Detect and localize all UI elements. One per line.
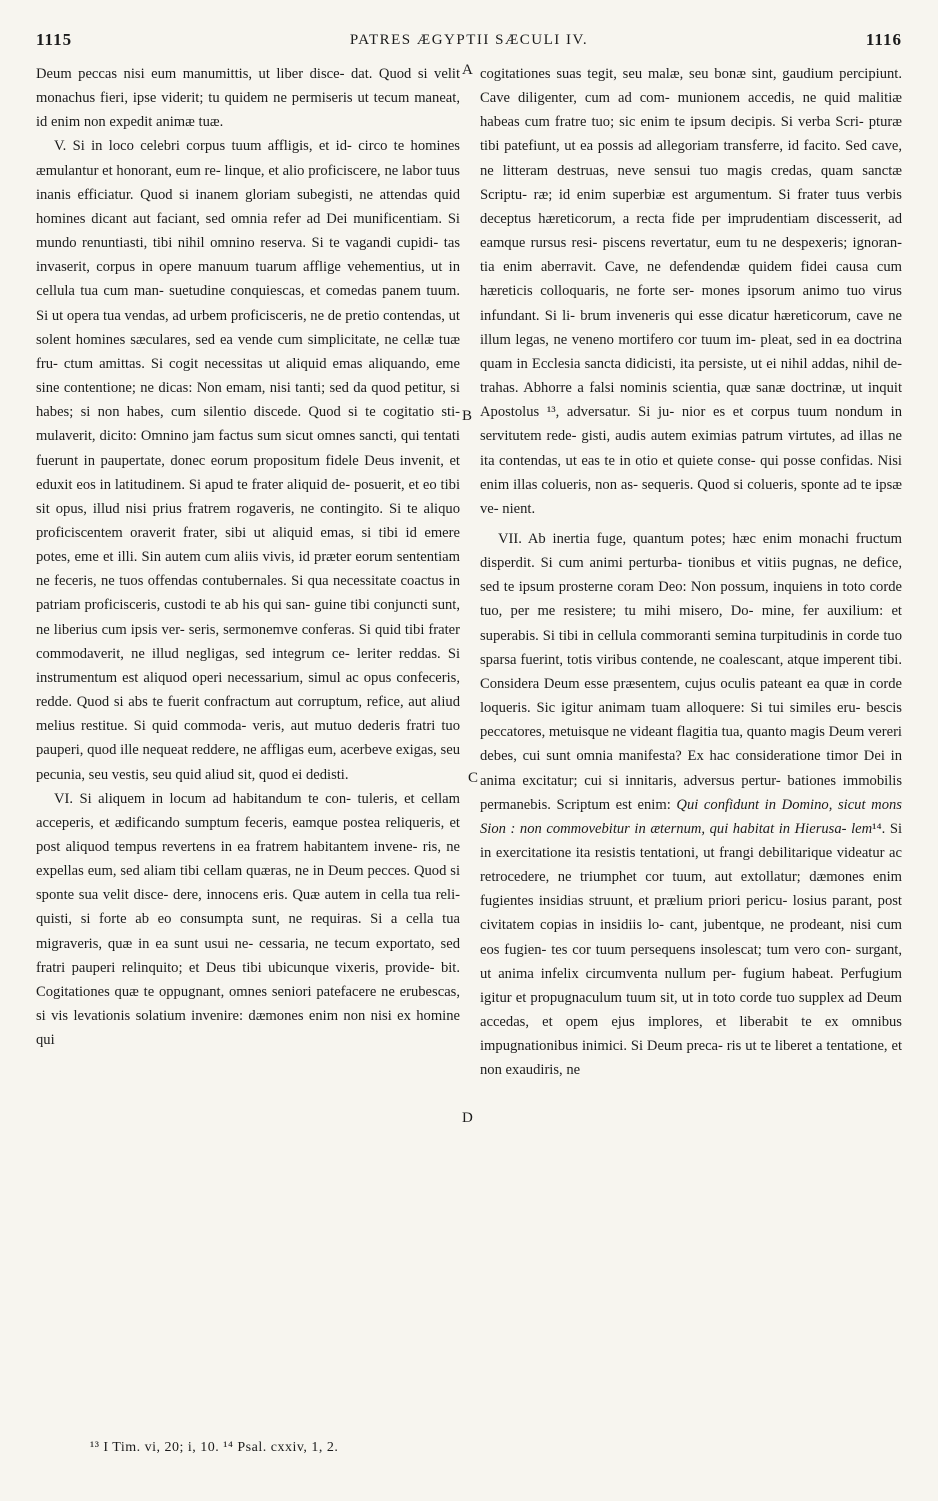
page-number-left: 1115 <box>36 30 73 49</box>
page-number-right: 1116 <box>865 30 902 49</box>
paragraph-section-vii <box>480 527 902 1083</box>
paragraph-section-v: V. Si in loco celebri corpus tuum affligis, et id- circo te homines æmulantur et honorant, eum re- linque, et alio proficiscere, ne labor tuus inanis efficiatur. Quod si inanem gloriam subegisti, ne attendas quid homines dicant aut faciant, sed omnia refer ad Dei munificentiam. Si mundo renuntiasti, tibi nihil omnino reserva. Si te vagandi cupidi- tas invaserit, corpus in opere manuum tuarum afflige vehementius, ut in cellula tua cum man- suetudine conquiescas, et comedas panem tuum. Si ut opera tua vendas, ad urbem proficisceris, ne de pretio contendas, ut solent homines sæculares, sed ea vende cum simplicitate, ne cellæ tuæ fru- ctum amittas. Si cogit necessitas ut aliquid emas aliquando, eme sine contentione; ne dicas: Non emam, nisi tanti; sed da quod petitur, si habes; si non habes, cum silentio discede. Quod si te cogitatio sti- mulaverit, dicito: Omnino jam factus sum sicut omnes sancti, qui tentati fuerunt in paupertate, donec eorum propositum fidele Deus invenit, et eduxit eos in latitudinem. Si apud te frater aliquid de- posuerit, et eo tibi sit opus, illud nisi prius fratrem rogaveris, ne contingito. Si te aliquo proficiscentem oraverit frater, sibi ut aliquid emas, si tibi id emere potes, eme et illi. Sin autem cum aliis vivis, id præter eorum sententiam ne feceris, ne tuos offendas contubernales. Si qua necessitate coactus in patriam proficisceris, custodi te ab his qui san- guine tibi conjuncti sunt, ne liberius cum ipsis ver- seris, sermonemve conferas. Si quid tibi frater commodaverit, ne illud negligas, sed integrum ce- leriter reddas. Si instrumentum est aliquod operi necessarium, simul ac opus confeceris, redde. Quod si abs te fuerit confractum aut corruptum, refice, aut aliud melius restitue. Si quid commoda- veris, aut mutuo dederis fratri tuo pauperi, quod ille nequeat reddere, ne affligas eum, acerbeve exigas, seu pecunia, seu vestis, seu quid aliud sit, quod ei dedisti. <box>36 138 460 783</box>
margin-letter-c: C <box>468 770 479 786</box>
margin-letter-a: A <box>462 62 473 78</box>
footnotes: ¹³ I Tim. vi, 20; i, 10. ¹⁴ Psal. cxxiv, 1, 2. <box>90 1440 339 1455</box>
paragraph: Deum peccas nisi eum manumittis, ut liber disce- dat. Quod si velit monachus fieri, ipse viderit; tu quidem ne permiseris ut tecum maneat, id enim non expedit animæ tuæ. <box>36 66 460 131</box>
margin-letter-b: B <box>462 408 473 424</box>
running-title: PATRES ÆGYPTII SÆCULI IV. <box>349 32 589 48</box>
paragraph: cogitationes suas tegit, seu malæ, seu bonæ sint, gaudium percipiunt. Cave diligenter, cum ad com- munionem accedis, ne quid malitiæ habeas cum fratre tuo; sic enim te ipsum decipis. Si verba Scri- pturæ tibi patefiunt, ut ea possis ad allegoriam transferre, id facito. Sed cave, ne litteram destruas, neve sensui tuo magis credas, quam sanctæ Scriptu- ræ; id enim superbiæ est argumentum. Si frater tuus verbis deceptus hæreticorum, a recta fide per imprudentiam discesserit, ad eamque rursus resi- piscens revertatur, eum tu ne despexeris; ignoran- tia enim aberravit. Cave, ne defendendæ quidem fidei causa cum hæreticis colloquaris, ne forte ser- mones ipsorum animo tuo virus infundant. Si li- brum inveneris qui esse dicatur hæreticorum, cave ne illum legas, ne veneno mortifero cor tuum im- pleat, sed in ea doctrina quam in Ecclesia sancta didicisti, ita persiste, ut ei nihil addas, nihil de- trahas. Abhorre a falsi nominis scientia, quæ sanæ doctrinæ, ut inquit Apostolus ¹³, adversatur. Si ju- nior es et corpus tuum nondum in servitutem rede- gisti, audis autem eximias patrum virtutes, ad illas ne ita contendas, ut eas te in otio et quiete conse- qui posse confidas. Nisi enim illas colueris, non as- sequeris. Quod si colueris, sponte ad te ipsæ ve- nient. <box>480 66 902 517</box>
paragraph-text: ¹⁴. Si in exercitatione ita resistis tentationi, ut frangi debilitarique videatur ac retrocedere, ne triumphet cor tuum, aut extollatur; dæmones enim fugientes insidias struunt, et prælium priori pericu- losius parant, post civitatem copias in insidiis lo- cant, jubentque, ne prodeant, nisi cum eos fugien- tes cor tuum persequens insolescat; tum vero con- surgant, ut anima infelix circumventa nullum per- fugium habeat. Perfugium igitur et propugnaculum tuum sit, ut in toto corde tuo supplex ad Deum accedas, et opem ejus implores, et liberabit te ex omnibus impugnationibus inimici. Si Deum preca- ris ut te liberet a tentatione, et non exaudiris, ne <box>480 820 902 1079</box>
paragraph-section-vi: VI. Si aliquem in locum ad habitandum te con- tuleris, et cellam acceperis, et ædificando sumptum feceris, eamque postea reliqueris, et post aliquod tempus revertens in ea fratrem habitantem invene- ris, ne expellas eum, sed aliam tibi cellam quæras, ne in Deum pecces. Quod si sponte sua velit disce- dere, innocens eris. Quæ autem in cella tua reli- quisti, si forte ab eo consumpta sunt, ne requiras. Si a cella tua migraveris, quæ in ea sunt usui ne- cessaria, ne tecum exportato, sed fratri pauperi relinquito; et Deus tibi ubicunque vixeris, provide- bit. Cogitationes quæ te oppugnant, omnes seniori patefacere ne erubescas, si vis levationis solatium invenire: dæmones enim non nisi ex homine qui <box>36 790 460 1049</box>
scripture-quotation: Qui confidunt in Domino, sicut mons Sion : non commovebitur in æternum, qui habitat in Hierusa- lem <box>480 796 902 837</box>
page-header <box>36 30 902 56</box>
left-column <box>36 62 460 1052</box>
right-column <box>480 62 902 1083</box>
paragraph-text: VII. Ab inertia fuge, quantum potes; hæc enim monachi fructum disperdit. Si cum animi perturba- tionibus et vitiis pugnas, ne defice, sed te ipsum prosterne coram Deo: Non possum, inquiens in toto corde tuo, per me resistere; tu mihi misero, Do- mine, fer auxilium: et superabis. Si tibi in cellula commoranti semina turpitudinis in corde tuo sparsa fuerint, totis viribus contende, ne coalescant, atque imperent tibi. Considera Deum esse præsentem, cujus oculis pateant ea quæ in corde loqueris. Sic igitur animam tuam alloquere: Si tui similes eru- bescis peccatores, metuisque ne videant flagitia tua, quanto magis Deum vereri debes, cui sunt omnia manifesta? Ex hac consideratione timor Dei in anima excitatur; cui si innitaris, adversus pertur- bationes immobilis permanebis. Scriptum est enim: <box>480 530 902 813</box>
margin-letter-d: D <box>462 1110 473 1126</box>
